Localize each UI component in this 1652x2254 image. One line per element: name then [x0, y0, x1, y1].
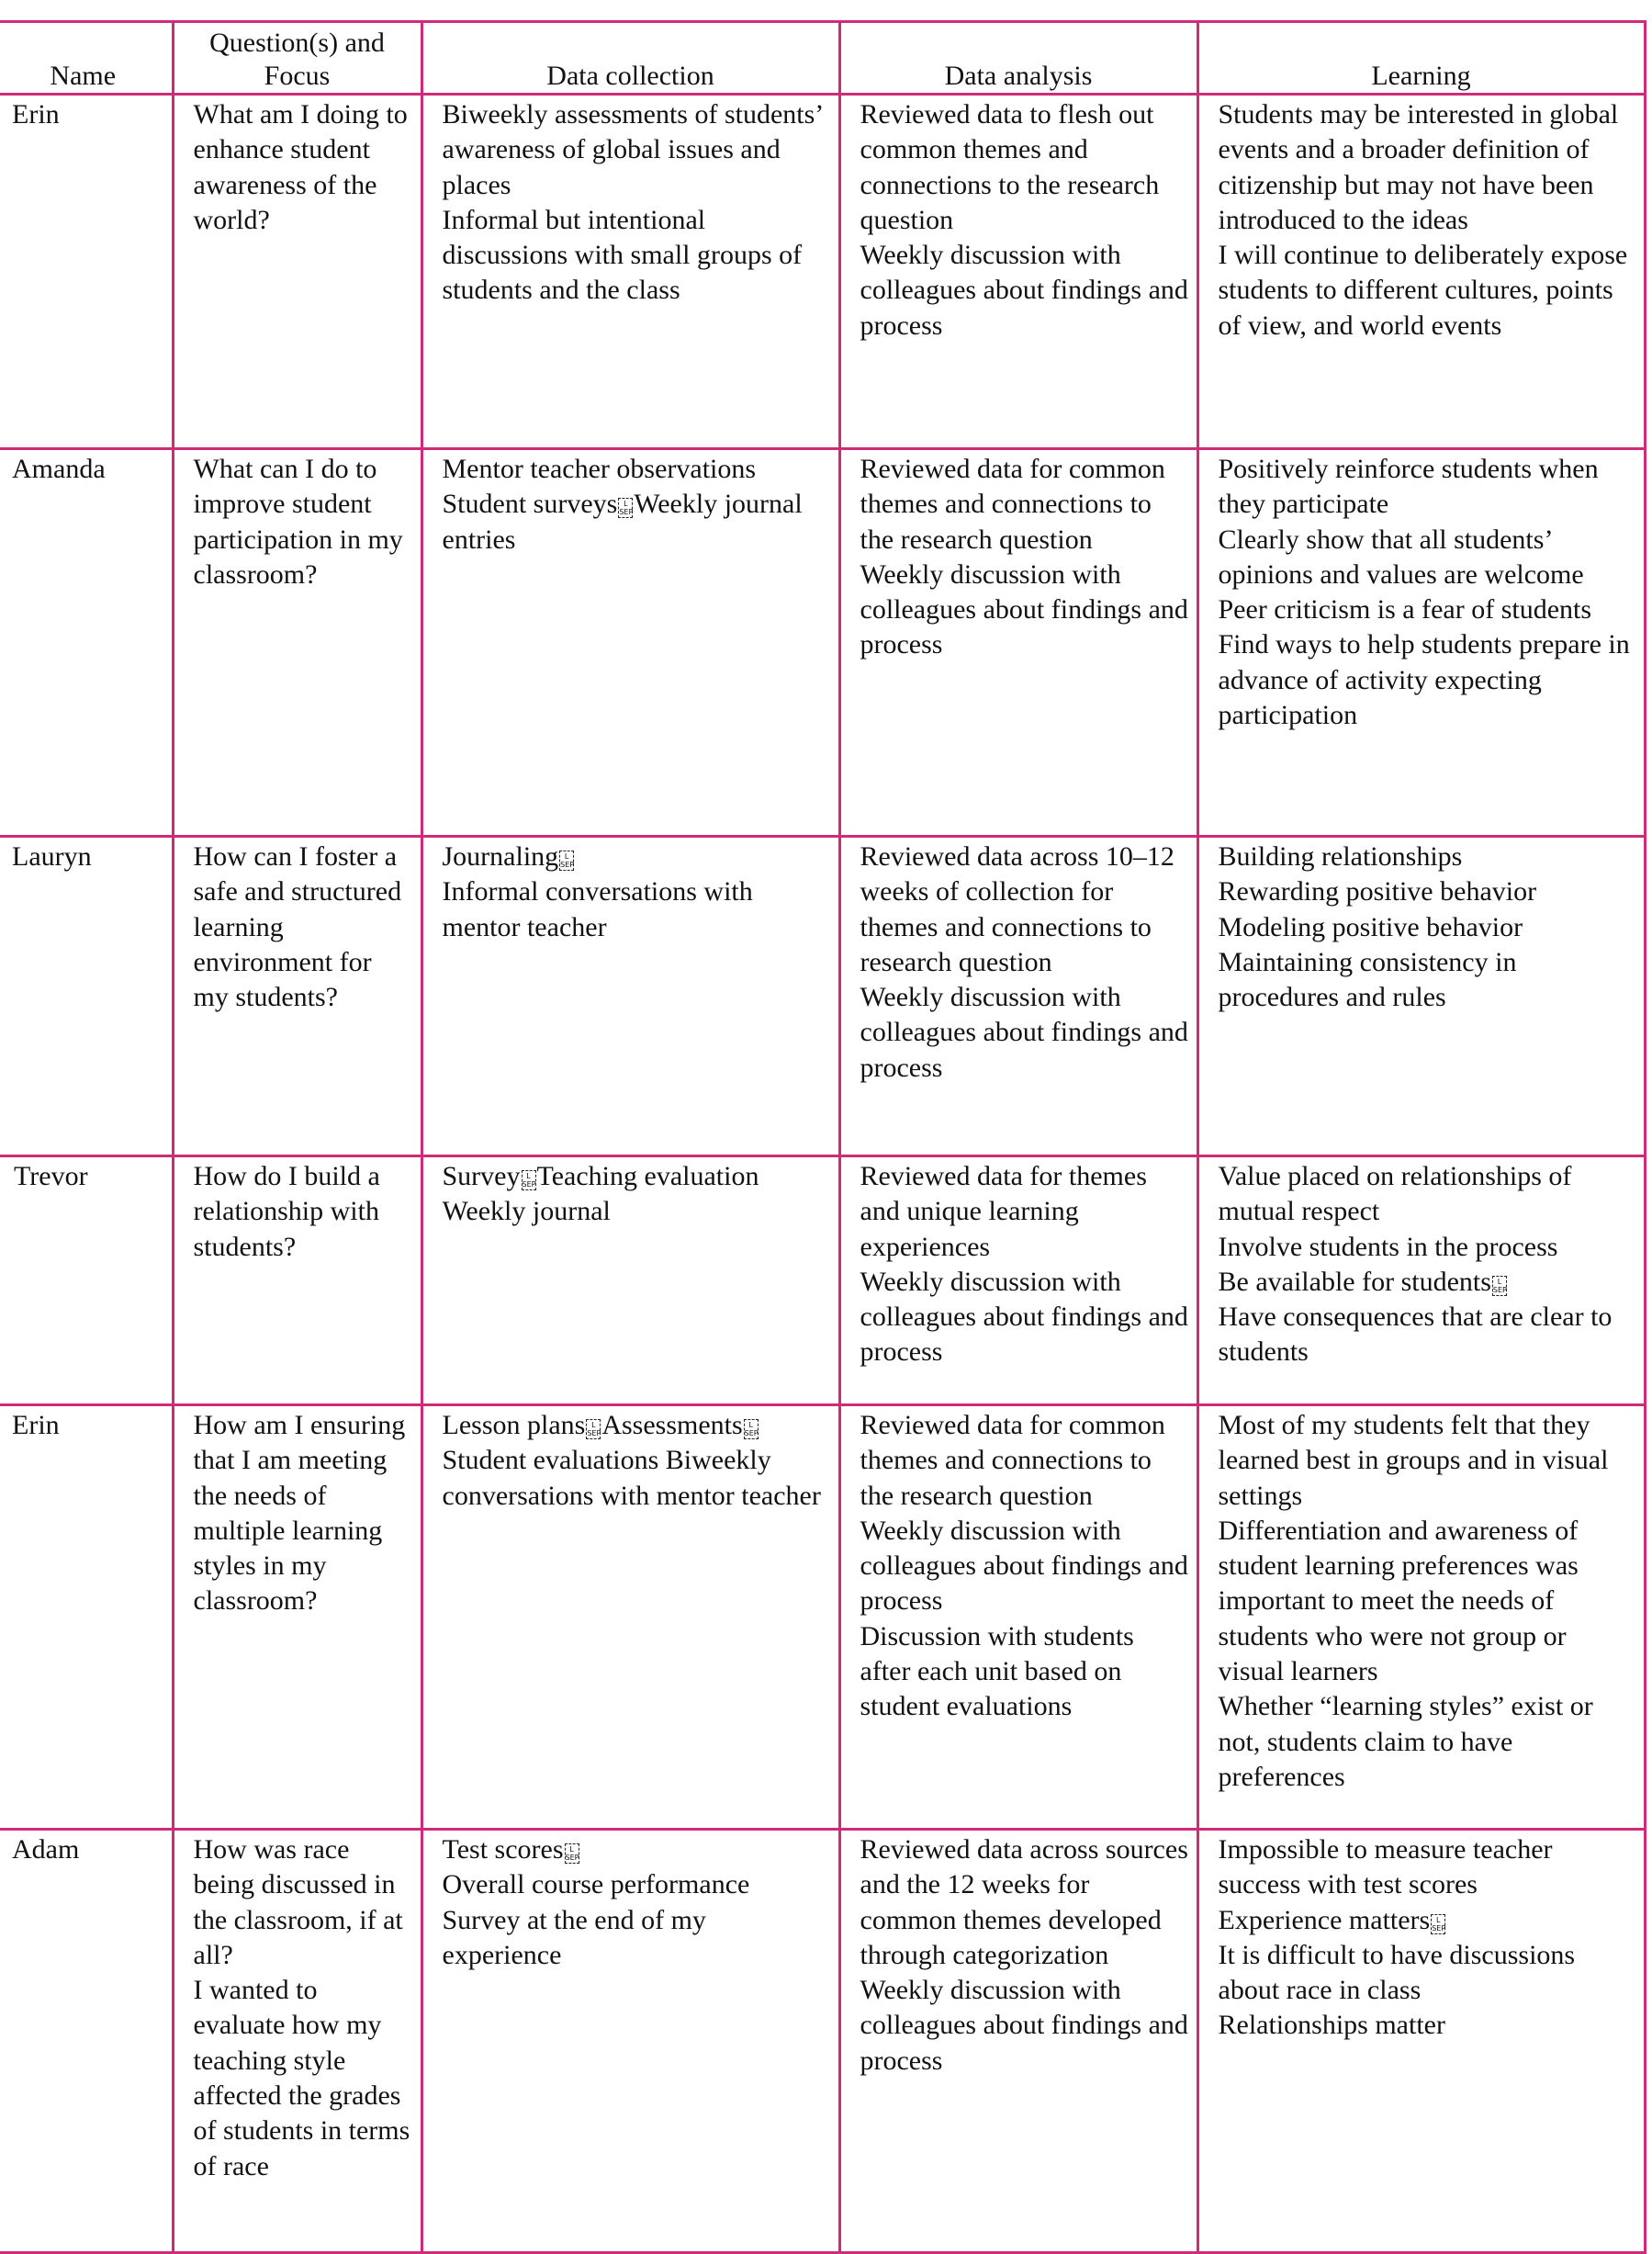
header-question — [173, 22, 421, 95]
line-separator-icon: L SEP — [744, 1421, 759, 1437]
line-separator-icon: L SEP — [565, 1845, 579, 1862]
line-separator-icon: L SEP — [560, 852, 575, 869]
collection-text: Student surveys — [442, 489, 618, 520]
cell-learning — [1197, 449, 1645, 837]
cell-learning — [1197, 1405, 1645, 1830]
learning-item: Students may be interested in global events and a broader definition of citizenship but may not have been introduced to the ideas — [1218, 99, 1619, 235]
cell-data-analysis — [839, 1156, 1197, 1405]
collection-item: Mentor teacher observations — [442, 454, 757, 484]
analysis-item: Weekly discussion with colleagues about findings and process — [860, 1975, 1188, 2076]
header-data-collection: Data collection — [421, 22, 839, 95]
learning-item: I will continue to deliberately expose students to different cultures, points of view, and world events — [1218, 240, 1628, 341]
analysis-item: Weekly discussion with colleagues about findings and process — [860, 1515, 1188, 1617]
analysis-item: Weekly discussion with colleagues about findings and process — [860, 982, 1188, 1083]
cell-learning — [1197, 95, 1645, 449]
collection-item — [443, 1408, 831, 1514]
learning-item: Differentiation and awareness of student learning preferences was important to meet the needs of students who were not group or visual learners — [1218, 1515, 1579, 1687]
analysis-item: Reviewed data for themes and unique learning experiences — [860, 1161, 1147, 1262]
collection-item: Overall course performance — [442, 1869, 750, 1900]
learning-item: Involve students in the process — [1218, 1231, 1558, 1262]
learning-item: Find ways to help students prepare in advance of activity expecting participation — [1218, 629, 1630, 731]
analysis-item: Reviewed data for common themes and connections to the research question — [860, 454, 1165, 555]
cell-data-analysis — [839, 449, 1197, 837]
header-learning: Learning — [1197, 22, 1645, 95]
header-name: Name — [0, 22, 173, 95]
learning-item: Building relationships — [1218, 841, 1463, 872]
collection-item — [443, 840, 831, 874]
collection-text: Survey — [442, 1161, 521, 1191]
line-separator-icon: L SEP — [1492, 1277, 1507, 1294]
learning-item: Value placed on relationships of mutual respect — [1218, 1161, 1572, 1227]
table-row — [0, 837, 1645, 1156]
cell-data-collection — [421, 837, 839, 1156]
header-question-line1: Question(s) and — [209, 28, 385, 58]
analysis-item: Reviewed data to flesh out common themes and connections to the research question — [860, 99, 1160, 235]
header-data-analysis: Data analysis — [839, 22, 1197, 95]
analysis-item: Weekly discussion with colleagues about findings and process — [860, 240, 1188, 341]
learning-item: Have consequences that are clear to students — [1218, 1302, 1613, 1368]
learning-item — [1219, 1265, 1636, 1300]
analysis-item: Reviewed data across 10–12 weeks of collection for themes and connections to research question — [860, 841, 1174, 977]
question-line: I wanted to evaluate how my teaching style affected the grades of students in terms of race — [193, 1975, 410, 2181]
collection-text: Lesson plans — [442, 1410, 586, 1440]
table-row — [0, 95, 1645, 449]
collection-text: Assessments — [601, 1410, 743, 1440]
learning-item: Impossible to measure teacher success with test scores — [1218, 1834, 1553, 1900]
cell-name: Amanda — [0, 449, 173, 837]
cell-data-collection — [421, 1156, 839, 1405]
table-header-row — [0, 22, 1645, 95]
learning-item: Positively reinforce students when they participate — [1218, 454, 1599, 520]
cell-question — [173, 1405, 421, 1830]
cell-name: Trevor — [0, 1156, 173, 1405]
collection-text: Student evaluations Biweekly conversations with mentor teacher — [442, 1445, 821, 1511]
collection-item — [443, 487, 831, 558]
table-row — [0, 1405, 1645, 1830]
analysis-item: Discussion with students after each unit based on student evaluations — [860, 1620, 1134, 1722]
cell-data-collection — [421, 1405, 839, 1830]
table-row — [0, 1830, 1645, 2253]
learning-item: Rewarding positive behavior — [1218, 876, 1537, 907]
cell-question — [173, 1156, 421, 1405]
cell-name: Erin — [0, 1405, 173, 1830]
collection-item: Weekly journal — [442, 1196, 611, 1227]
cell-data-analysis — [839, 837, 1197, 1156]
learning-item: It is difficult to have discussions about race in class — [1218, 1939, 1576, 2006]
question-line: What can I do to improve student participation in my classroom? — [193, 454, 403, 590]
cell-data-analysis — [839, 95, 1197, 449]
learning-text: Experience matters — [1218, 1904, 1431, 1935]
collection-text: Journaling — [442, 841, 559, 872]
cell-question — [173, 449, 421, 837]
learning-item: Whether “learning styles” exist or not, students claim to have preferences — [1218, 1691, 1593, 1792]
line-separator-icon: L SEP — [587, 1421, 601, 1437]
collection-item — [443, 1832, 831, 1867]
cell-data-collection — [421, 95, 839, 449]
question-line: What am I doing to enhance student awareness of the world? — [193, 99, 408, 235]
cell-data-analysis — [839, 1830, 1197, 2253]
learning-item: Maintaining consistency in procedures and rules — [1218, 946, 1517, 1013]
learning-item: Clearly show that all students’ opinions and values are welcome — [1218, 524, 1584, 590]
cell-name: Adam — [0, 1830, 173, 2253]
cell-data-collection — [421, 1830, 839, 2253]
question-line: How am I ensuring that I am meeting the needs of multiple learning styles in my classroom? — [193, 1410, 406, 1617]
line-separator-icon: L SEP — [1432, 1915, 1446, 1933]
collection-item: Informal but intentional discussions with small groups of students and the class — [442, 204, 803, 306]
collection-item — [443, 1159, 831, 1194]
cell-learning — [1197, 1156, 1645, 1405]
analysis-item: Weekly discussion with colleagues about findings and process — [860, 1266, 1188, 1368]
collection-item: Biweekly assessments of students’ awareness of global issues and places — [442, 99, 823, 200]
line-separator-icon: L SEP — [522, 1172, 536, 1189]
cell-name: Erin — [0, 95, 173, 449]
collection-text: Weekly journal entries — [442, 489, 803, 555]
learning-item: Most of my students felt that they learned best in groups and in visual settings — [1218, 1410, 1609, 1511]
learning-item: Relationships matter — [1218, 2010, 1445, 2041]
collection-item: Informal conversations with mentor teacher — [442, 876, 753, 942]
cell-question — [173, 837, 421, 1156]
collection-item: Survey at the end of my experience — [442, 1904, 706, 1970]
question-line: How was race being discussed in the classroom, if at all? — [193, 1834, 403, 1970]
cell-name: Lauryn — [0, 837, 173, 1156]
question-line: How do I build a relationship with students? — [193, 1161, 380, 1262]
learning-item: Modeling positive behavior — [1218, 911, 1523, 942]
cell-data-analysis — [839, 1405, 1197, 1830]
cell-question — [173, 95, 421, 449]
cell-question — [173, 1830, 421, 2253]
learning-item — [1219, 1903, 1636, 1938]
line-separator-icon: L SEP — [619, 500, 634, 517]
table-row — [0, 449, 1645, 837]
action-research-table — [0, 20, 1646, 2254]
question-line: How can I foster a safe and structured learning environment for my students? — [193, 841, 402, 1013]
collection-text: Test scores — [442, 1834, 564, 1865]
analysis-item: Reviewed data for common themes and connections to the research question — [860, 1410, 1165, 1511]
cell-learning — [1197, 837, 1645, 1156]
analysis-item: Weekly discussion with colleagues about findings and process — [860, 558, 1188, 660]
table-row — [0, 1156, 1645, 1405]
cell-learning — [1197, 1830, 1645, 2253]
learning-item: Peer criticism is a fear of students — [1218, 594, 1592, 625]
cell-data-collection — [421, 449, 839, 837]
learning-text: Be available for students — [1218, 1266, 1491, 1297]
header-question-line2: Focus — [264, 61, 331, 91]
collection-text: Teaching evaluation — [536, 1161, 759, 1191]
analysis-item: Reviewed data across sources and the 12 weeks for common themes developed through categorization — [860, 1834, 1188, 1970]
